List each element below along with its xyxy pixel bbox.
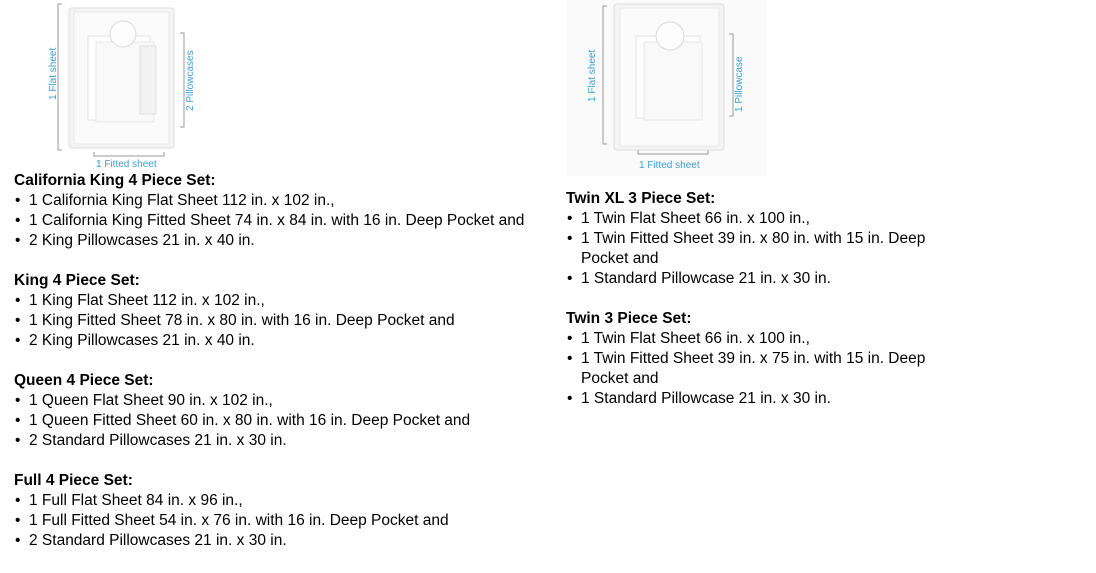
set-items [14,291,574,351]
list-item: • 1 Full Flat Sheet 84 in. x 96 in., [14,491,574,511]
fitted-sheet-label: 1 Fitted sheet [639,160,700,171]
list-item: • 1 King Fitted Sheet 78 in. x 80 in. with 16 in. Deep Pocket and [14,311,574,331]
set-title: Queen 4 Piece Set: [14,372,154,389]
sheet-set-illustration [566,0,766,176]
list-item: • 2 King Pillowcases 21 in. x 40 in. [14,231,574,251]
set-title: Twin XL 3 Piece Set: [566,190,716,207]
set-twin [566,309,966,409]
set-queen [14,371,574,451]
fitted-sheet-label: 1 Fitted sheet [96,159,157,170]
set-title: Full 4 Piece Set: [14,472,133,489]
product-image-4-piece-set [40,0,218,170]
set-california-king [14,171,574,251]
set-title: California King 4 Piece Set: [14,172,216,189]
set-items [14,491,574,551]
set-full [14,471,574,551]
list-item: • 1 Twin Fitted Sheet 39 in. x 75 in. with 15 in. Deep Pocket and [566,349,966,389]
list-item: • 1 California King Fitted Sheet 74 in. x 84 in. with 16 in. Deep Pocket and [14,211,574,231]
list-item: • 1 Full Fitted Sheet 54 in. x 76 in. with 16 in. Deep Pocket and [14,511,574,531]
set-list-left [14,171,574,551]
list-item: • 1 King Flat Sheet 112 in. x 102 in., [14,291,574,311]
set-items [14,191,574,251]
list-item: • 1 Queen Fitted Sheet 60 in. x 80 in. with 16 in. Deep Pocket and [14,411,574,431]
pillowcases-label: 2 Pillowcases [185,50,196,111]
sheet-set-illustration [40,0,218,170]
list-item: • 2 Standard Pillowcases 21 in. x 30 in. [14,431,574,451]
set-items [14,391,574,451]
list-item: • 1 Twin Flat Sheet 66 in. x 100 in., [566,209,966,229]
set-items [566,209,966,289]
list-item: • 1 Queen Flat Sheet 90 in. x 102 in., [14,391,574,411]
pillowcase-label: 1 Pillowcase [734,56,745,112]
list-item: • 1 Standard Pillowcase 21 in. x 30 in. [566,389,966,409]
list-item: • 1 California King Flat Sheet 112 in. x 102 in., [14,191,574,211]
set-title: King 4 Piece Set: [14,272,140,289]
set-list-right [566,189,966,409]
list-item: • 1 Standard Pillowcase 21 in. x 30 in. [566,269,966,289]
list-item: • 2 Standard Pillowcases 21 in. x 30 in. [14,531,574,551]
list-item: • 2 King Pillowcases 21 in. x 40 in. [14,331,574,351]
set-title: Twin 3 Piece Set: [566,310,692,327]
product-image-3-piece-set [566,0,766,176]
set-items [566,329,966,409]
set-twin-xl [566,189,966,289]
flat-sheet-label: 1 Flat sheet [587,49,598,102]
list-item: • 1 Twin Flat Sheet 66 in. x 100 in., [566,329,966,349]
flat-sheet-label: 1 Flat sheet [48,47,59,100]
set-king [14,271,574,351]
list-item: • 1 Twin Fitted Sheet 39 in. x 80 in. with 15 in. Deep Pocket and [566,229,966,269]
